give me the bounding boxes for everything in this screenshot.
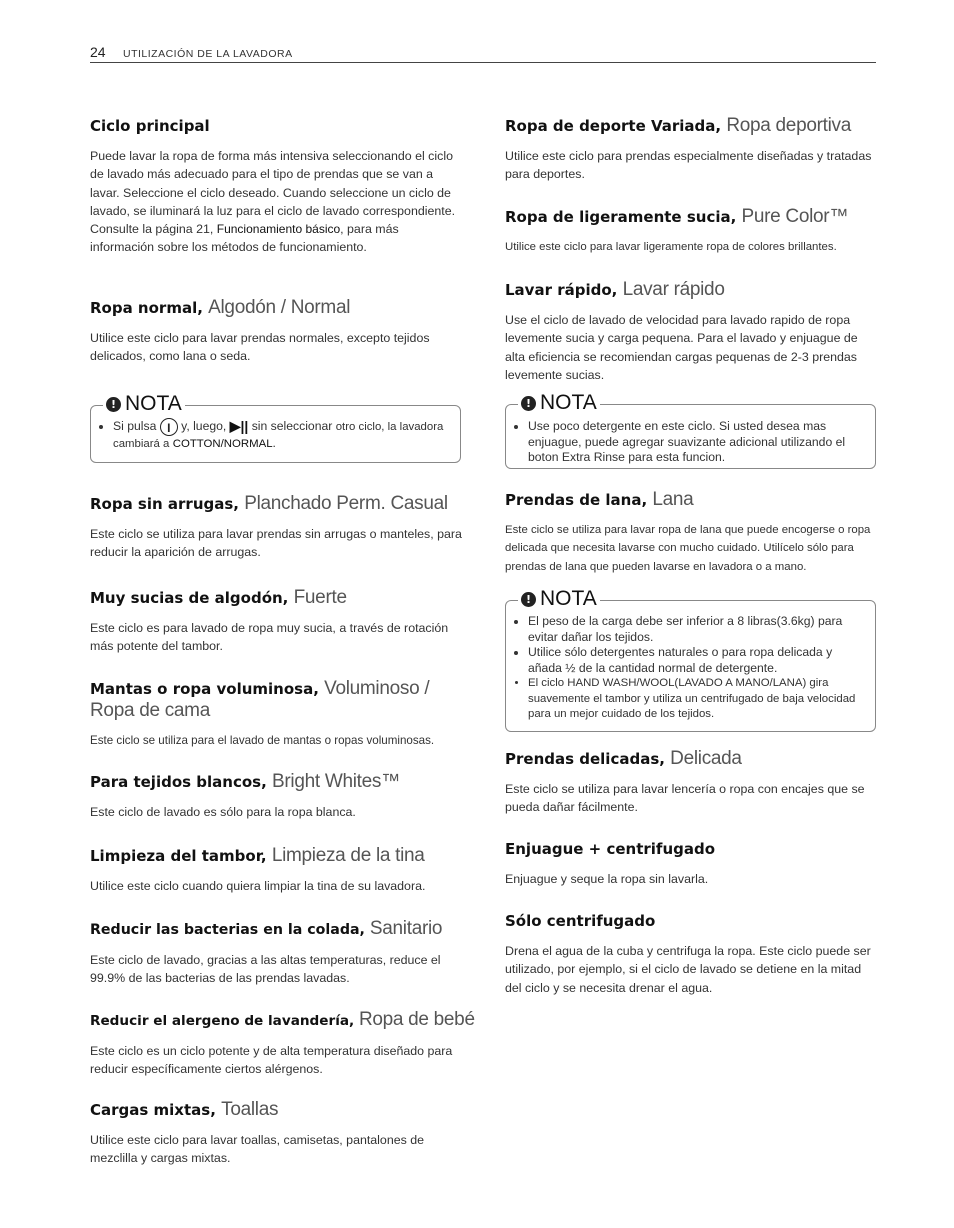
- section-text: Este ciclo es un ciclo potente y de alta temperatura diseñado para reducir específicamente ciertos alérgenos.: [90, 1044, 453, 1077]
- note-title: [518, 392, 600, 414]
- section-lavar-rapido: [505, 279, 877, 384]
- cycle-name: Limpieza de la tina: [271, 845, 425, 866]
- section-cargas-mixtas: [90, 1099, 462, 1168]
- page-reference: Funcionamiento básico: [216, 222, 341, 237]
- chapter-title: UTILIZACIÓN DE LA LAVADORA: [123, 48, 293, 60]
- section-text: Enjuague y seque la ropa sin lavarla.: [505, 872, 709, 886]
- section-heading: Sólo centrifugado: [505, 912, 656, 930]
- section-heading: Enjuague + centrifugado: [505, 840, 716, 858]
- cycle-name: Voluminoso / Ropa de cama: [90, 678, 430, 721]
- note-item: • Si pulsa I y, luego, ▶|| sin seleccionar otro ciclo, la lavadora cambiará a COTTON/NORMAL.: [113, 418, 460, 453]
- cycle-name: Lavar rápido: [622, 279, 725, 300]
- section-text: Use el ciclo de lavado de velocidad para lavado rapido de ropa levemente sucia y carga pequena. Para el lavado y enjuague de alta eficiencia se recomiendan cargas pequenas de 2-3 prendas levemente sucias.: [505, 313, 858, 382]
- section-muy-sucias: [90, 587, 462, 656]
- section-heading: Para tejidos blancos, Bright Whites™: [90, 771, 400, 792]
- cycle-name: Sanitario: [369, 918, 443, 939]
- start-pause-icon: ▶||: [229, 418, 249, 435]
- section-heading: Muy sucias de algodón, Fuerte: [90, 587, 347, 608]
- cycle-name: Bright Whites™: [272, 771, 400, 792]
- section-heading: Ciclo principal: [90, 117, 210, 135]
- section-prendas-delicadas: [505, 748, 877, 817]
- section-text: Este ciclo es para lavado de ropa muy sucia, a través de rotación más potente del tambor.: [90, 621, 449, 654]
- section-heading: Ropa normal, Algodón / Normal: [90, 297, 351, 318]
- section-text: Este ciclo de lavado es sólo para la ropa blanca.: [90, 805, 356, 819]
- section-tejidos-blancos: [90, 771, 462, 821]
- section-text: Este ciclo se utiliza para el lavado de mantas o ropas voluminosas.: [90, 734, 435, 747]
- section-heading: Ropa sin arrugas, Planchado Perm. Casual: [90, 493, 448, 514]
- cycle-name: Planchado Perm. Casual: [244, 493, 448, 514]
- section-heading: Prendas delicadas, Delicada: [505, 748, 742, 769]
- note-title: [103, 393, 185, 415]
- section-text: Utilice este ciclo cuando quiera limpiar la tina de su lavadora.: [90, 879, 426, 893]
- note-label: NOTA: [125, 392, 182, 415]
- warning-icon: !: [521, 396, 536, 411]
- section-text: Este ciclo de lavado, gracias a las altas temperaturas, reduce el 99.9% de las bacterias de las prendas lavadas.: [90, 953, 441, 986]
- note-item: • Utilice sólo detergentes naturales o para ropa delicada y añada ½ de la cantidad normal de detergente.: [528, 645, 867, 676]
- section-enjuague-centrifugado: [505, 838, 877, 888]
- section-text: Drena el agua de la cuba y centrifuga la ropa. Este ciclo puede ser utilizado, por ejemplo, si el ciclo de lavado se detiene en la mitad del ciclo y se necesita drenar el agua.: [505, 944, 871, 995]
- note-box: [505, 587, 876, 732]
- note-label: NOTA: [540, 587, 597, 610]
- section-ropa-normal: [90, 297, 462, 366]
- section-heading: Cargas mixtas, Toallas: [90, 1099, 279, 1120]
- section-ligeramente-sucia: [505, 206, 877, 256]
- note-box: [90, 392, 461, 463]
- section-limpieza-tambor: [90, 845, 462, 895]
- warning-icon: !: [521, 592, 536, 607]
- cycle-name: Fuerte: [293, 587, 347, 608]
- section-ropa-deporte: [505, 115, 877, 184]
- section-heading: Ropa de deporte Variada, Ropa deportiva: [505, 115, 852, 136]
- cycle-name: Ropa de bebé: [358, 1009, 475, 1030]
- note-item: • El ciclo HAND WASH/WOOL(LAVADO A MANO/LANA) gira suavemente el tambor y utiliza un centrifugado de baja velocidad para un mejor cuidado de los tejidos.: [528, 676, 867, 723]
- section-heading: Lavar rápido, Lavar rápido: [505, 279, 725, 300]
- note-label: NOTA: [540, 391, 597, 414]
- section-heading: Ropa de ligeramente sucia, Pure Color™: [505, 206, 849, 227]
- section-alergeno: [90, 1009, 475, 1079]
- section-text: Utilice este ciclo para lavar toallas, camisetas, pantalones de mezclilla y cargas mixtas.: [90, 1133, 425, 1166]
- section-text: Este ciclo se utiliza para lavar prendas sin arrugas o manteles, para reducir la aparición de arrugas.: [90, 527, 462, 560]
- section-text: Utilice este ciclo para lavar ligeramente ropa de colores brillantes.: [505, 241, 837, 253]
- section-text: Este ciclo se utiliza para lavar lencería o ropa con encajes que se pueda dañar fácilmente.: [505, 782, 865, 815]
- cycle-name: Toallas: [221, 1099, 279, 1120]
- warning-icon: !: [106, 397, 121, 412]
- section-heading: Reducir las bacterias en la colada, Sanitario: [90, 918, 443, 939]
- section-text: Utilice este ciclo para prendas especialmente diseñadas y tratadas para deportes.: [505, 149, 872, 182]
- section-text: Utilice este ciclo para lavar prendas normales, excepto tejidos delicados, como lana o seda.: [90, 331, 430, 364]
- note-title: [518, 588, 600, 610]
- page-header: [90, 44, 876, 63]
- section-heading: Reducir el alergeno de lavandería, Ropa de bebé: [90, 1009, 475, 1030]
- note-item: • Use poco detergente en este ciclo. Si usted desea mas enjuague, puede agregar suavizante adicional utilizando el boton Extra Rinse para esta funcion.: [528, 419, 867, 466]
- section-prendas-lana: [505, 489, 877, 576]
- section-solo-centrifugado: [505, 910, 877, 997]
- power-button-icon: I: [160, 418, 178, 436]
- cycle-name: Lana: [652, 489, 694, 510]
- note-box: [505, 391, 876, 469]
- section-bacterias: [90, 918, 462, 988]
- cycle-name: Pure Color™: [741, 206, 849, 227]
- cycle-name: Algodón / Normal: [208, 297, 351, 318]
- section-ropa-sin-arrugas: [90, 493, 462, 562]
- section-heading: Limpieza del tambor, Limpieza de la tina: [90, 845, 425, 866]
- cycle-name: Ropa deportiva: [726, 115, 852, 136]
- section-text: Este ciclo se utiliza para lavar ropa de lana que puede encogerse o ropa delicada que necesita lavarse con mucho cuidado. Utilícelo sólo para prendas de lana que pueden lavarse en lavadora o a mano.: [505, 524, 871, 573]
- section-mantas: [90, 678, 462, 750]
- section-heading: Mantas o ropa voluminosa, Voluminoso / Ropa de cama: [90, 678, 430, 721]
- section-text: Puede lavar la ropa de forma más intensiva seleccionando el ciclo de lavado más adecuado para el tipo de prendas que se van a lavar. Seleccione el ciclo deseado. Cuando seleccione un ciclo de lavado, se iluminará la luz para el ciclo de lavado correspondiente. Consulte la página 21, Funcionamiento básico, para más información sobre los métodos de funcionamiento.: [90, 149, 456, 255]
- section-heading: Prendas de lana, Lana: [505, 489, 694, 510]
- page-number: 24: [90, 44, 106, 60]
- cycle-name: Delicada: [670, 748, 742, 769]
- section-ciclo-principal: [90, 115, 462, 257]
- note-item: • El peso de la carga debe ser inferior a 8 libras(3.6kg) para evitar dañar los tejidos.: [528, 614, 867, 645]
